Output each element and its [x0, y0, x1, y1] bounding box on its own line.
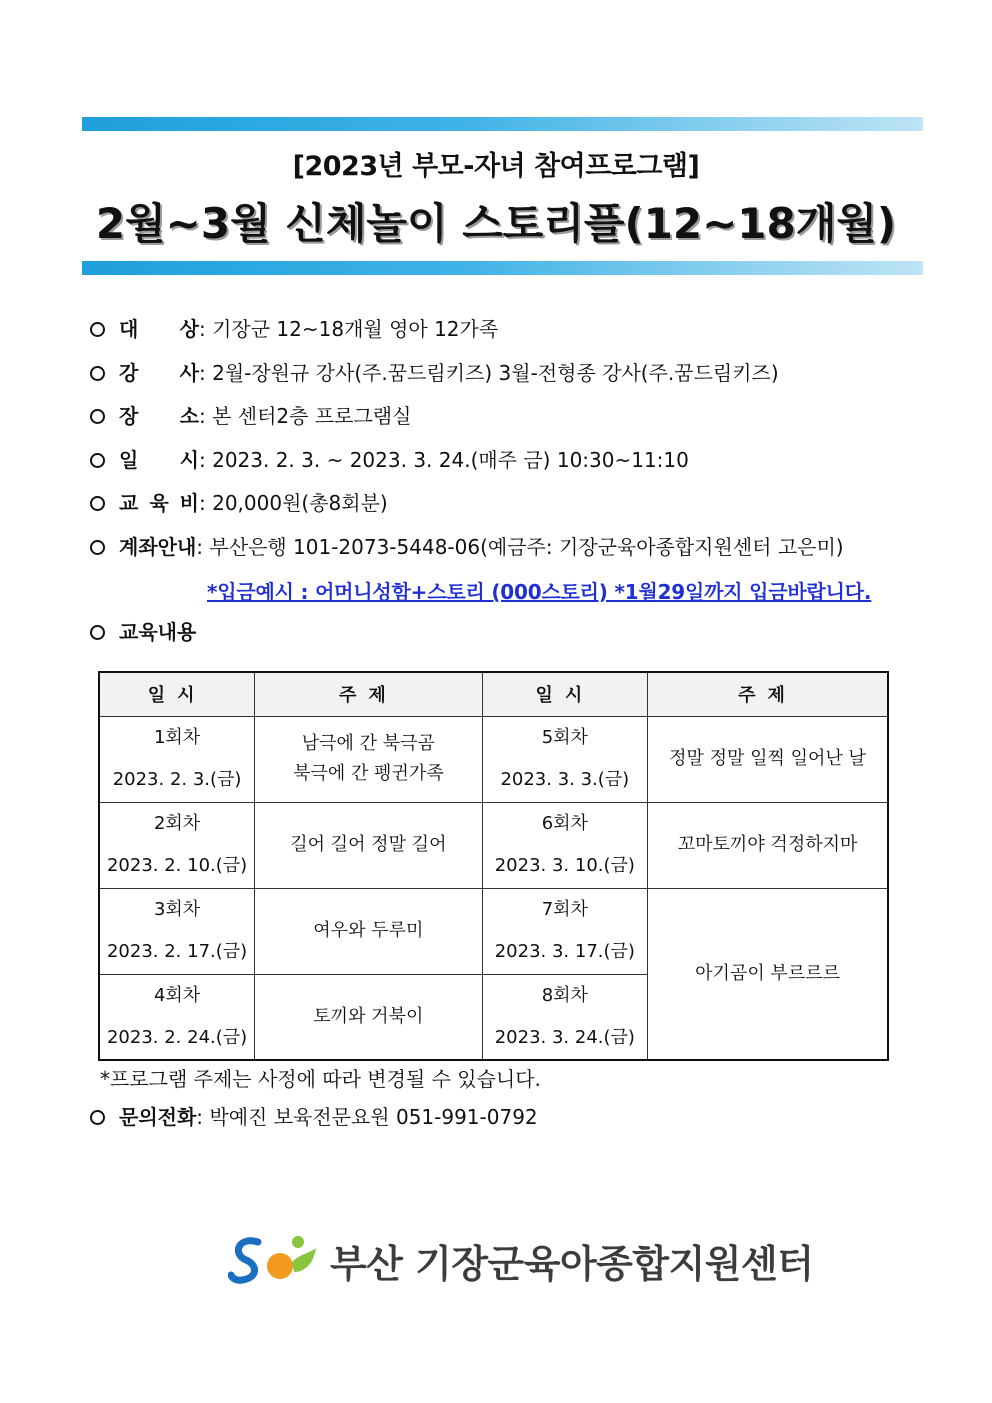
header-topic: 주제: [255, 672, 482, 716]
topic-cell: 남극에 간 북극곰 북극에 간 펭귄가족: [255, 716, 482, 802]
info-label: 장 소: [119, 404, 199, 428]
curriculum-label: 교육내용: [119, 620, 197, 644]
info-label: 문의전화: [119, 1105, 197, 1129]
bottom-decor-bar: [82, 261, 923, 275]
info-value: : 2023. 2. 3. ~ 2023. 3. 24.(매주 금) 10:30~11:10: [199, 448, 689, 472]
circle-bullet-icon: [90, 1110, 105, 1125]
curriculum-heading: [90, 618, 196, 646]
info-value: : 2월-장원규 강사(주.꿈드림키즈) 3월-전형종 강사(주.꿈드림키즈): [199, 361, 779, 385]
topic-cell: 길어 길어 정말 길어: [255, 802, 482, 888]
topic-cell: 꼬마토끼야 걱정하지마: [648, 802, 888, 888]
info-fee: [90, 489, 388, 517]
info-instructor: [90, 359, 779, 387]
session-cell: 2회차 2023. 2. 10.(금): [99, 802, 255, 888]
circle-bullet-icon: [90, 409, 105, 424]
top-decor-bar: [82, 117, 923, 131]
header-date: 일시: [482, 672, 648, 716]
info-account: [90, 533, 844, 561]
schedule-table: [98, 671, 889, 1061]
session-cell: 6회차 2023. 3. 10.(금): [482, 802, 648, 888]
info-value: : 부산은행 101-2073-5448-06(예금주: 기장군육아종합지원센터 고은미): [196, 535, 844, 559]
circle-bullet-icon: [90, 496, 105, 511]
session-cell: 5회차 2023. 3. 3.(금): [482, 716, 648, 802]
topic-cell: 정말 정말 일찍 일어난 날: [648, 716, 888, 802]
center-logo: [228, 1232, 813, 1288]
info-value: : 본 센터2층 프로그램실: [199, 404, 412, 428]
circle-bullet-icon: [90, 322, 105, 337]
info-label: 강 사: [119, 361, 199, 385]
topic-cell: 여우와 두루미: [255, 888, 482, 974]
header-topic: 주제: [648, 672, 888, 716]
session-cell: 8회차 2023. 3. 24.(금): [482, 974, 648, 1060]
info-target: [90, 315, 498, 343]
table-row: [99, 802, 888, 888]
program-title: 2월~3월 신체놀이 스토리플(12~18개월): [95, 199, 897, 248]
schedule-footnote: *프로그램 주제는 사정에 따라 변경될 수 있습니다.: [100, 1067, 541, 1091]
info-place: [90, 402, 411, 430]
table-row: [99, 888, 888, 974]
table-row: [99, 716, 888, 802]
circle-bullet-icon: [90, 625, 105, 640]
session-cell: 3회차 2023. 2. 17.(금): [99, 888, 255, 974]
table-header-row: [99, 672, 888, 716]
topic-cell: 토끼와 거북이: [255, 974, 482, 1060]
header-date: 일시: [99, 672, 255, 716]
circle-bullet-icon: [90, 366, 105, 381]
info-label: 교 육 비: [119, 491, 199, 515]
info-contact: [90, 1103, 538, 1131]
info-label: 대 상: [119, 317, 199, 341]
circle-bullet-icon: [90, 453, 105, 468]
center-logo-text: 부산 기장군육아종합지원센터: [330, 1241, 814, 1286]
session-cell: 4회차 2023. 2. 24.(금): [99, 974, 255, 1060]
info-value: : 20,000원(총8회분): [199, 491, 388, 515]
center-logo-icon: [228, 1232, 320, 1288]
program-subtitle: [2023년 부모-자녀 참여프로그램]: [292, 151, 700, 182]
topic-cell: 아기곰이 부르르르: [648, 888, 888, 1060]
circle-bullet-icon: [90, 540, 105, 555]
session-cell: 7회차 2023. 3. 17.(금): [482, 888, 648, 974]
session-cell: 1회차 2023. 2. 3.(금): [99, 716, 255, 802]
info-value: : 박예진 보육전문요원 051-991-0792: [196, 1105, 538, 1129]
info-datetime: [90, 446, 689, 474]
info-label: 계좌안내: [119, 535, 197, 559]
info-value: : 기장군 12~18개월 영아 12가족: [199, 317, 499, 341]
deposit-notice: *입금예시 : 어머니성함+스토리 (000스토리) *1월29일까지 입금바랍니다.: [207, 580, 872, 604]
info-label: 일 시: [119, 448, 199, 472]
